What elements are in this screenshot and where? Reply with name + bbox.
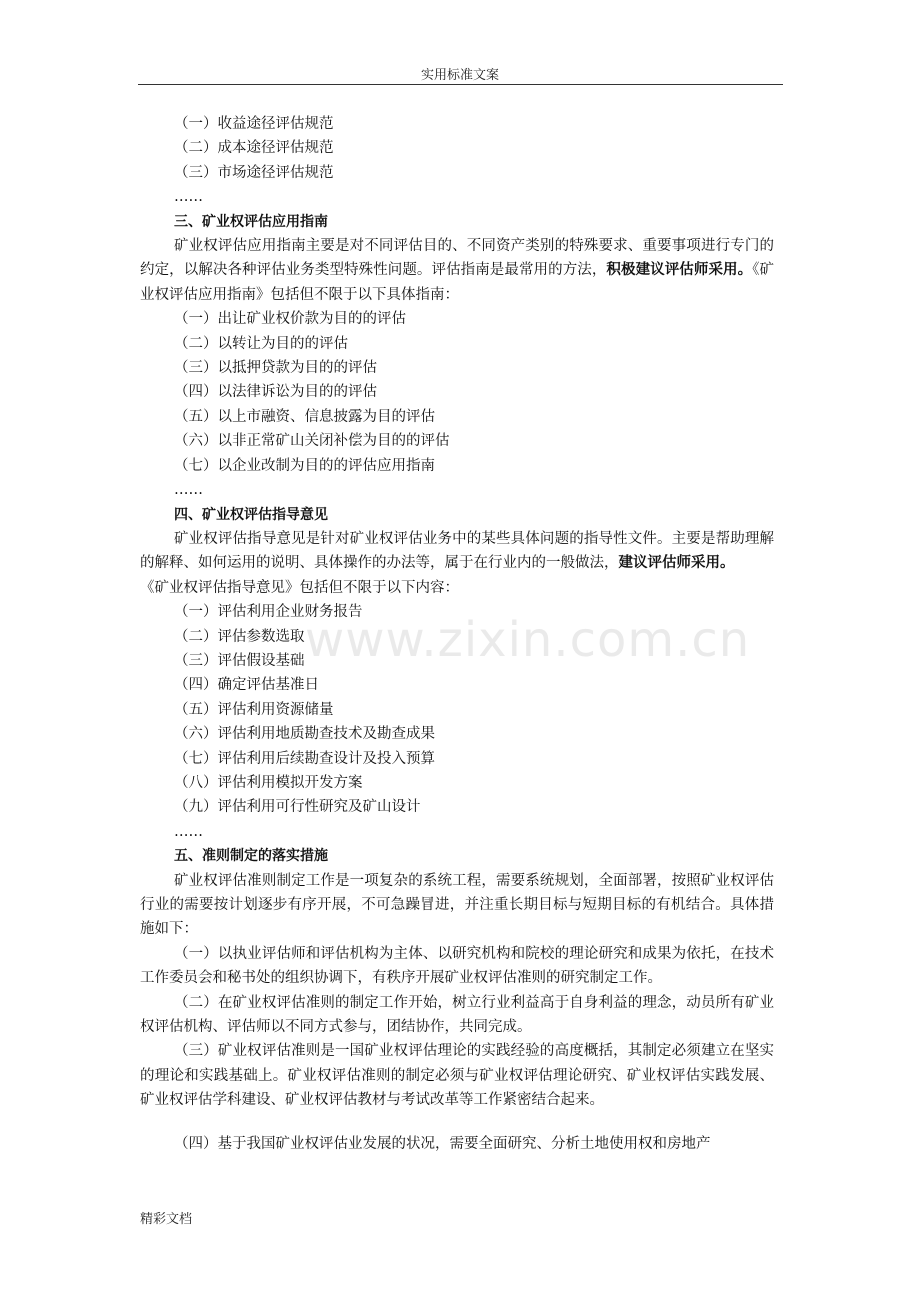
header-rule: [138, 84, 783, 85]
paragraph: [140, 234, 774, 307]
section-heading: 三、矿业权评估应用指南: [174, 213, 328, 230]
paragraph-text: 矿业权评估应用指南主要是对不同评估目的、不同资产类别的特殊要求、重要事项进行专门的约定，以解决各种评估业务类型特殊性问题。评估指南是最常用的方法，: [140, 238, 774, 279]
list-item: （六）评估利用地质勘查技术及勘查成果: [174, 726, 435, 743]
list-item: （四）确定评估基准日: [174, 677, 319, 694]
list-item: （五）评估利用资源储量: [174, 701, 334, 718]
paragraph: （三）矿业权评估准则是一国矿业权评估理论的实践经验的高度概括，其制定必须建立在坚实的理论和实践基础上。矿业权评估准则的制定必须与矿业权评估理论研究、矿业权评估实践发展、矿业权评估学科建设、矿业权评估教材与考试改革等工作紧密结合起来。: [140, 1043, 774, 1109]
ellipsis: ……: [174, 482, 203, 499]
list-item: （三）以抵押贷款为目的的评估: [174, 360, 377, 377]
paragraph-text: 矿业权评估指导意见是针对矿业权评估业务中的某些具体问题的指导性文件。主要是帮助理解的解释、如何运用的说明、具体操作的办法等，属于在行业内的一般做法，: [140, 530, 774, 572]
document-body: [140, 112, 774, 1156]
list-item: （二）以转让为目的的评估: [174, 335, 348, 352]
ellipsis: ……: [174, 189, 203, 206]
paragraph: [140, 527, 774, 576]
list-item: （二）评估参数选取: [174, 628, 305, 645]
page-footer: 精彩文档: [140, 1212, 193, 1227]
paragraph: 矿业权评估准则制定工作是一项复杂的系统工程，需要系统规划，全面部署，按照矿业权评估行业的需要按计划逐步有序开展，不可急躁冒进，并注重长期目标与短期目标的有机结合。具体措施如下：: [140, 872, 774, 938]
list-item: （一）出让矿业权价款为目的的评估: [174, 311, 406, 328]
paragraph: （四）基于我国矿业权评估业发展的状况，需要全面研究、分析土地使用权和房地产: [174, 1135, 711, 1152]
section-heading: 五、准则制定的落实措施: [174, 848, 328, 865]
paragraph: 《矿业权评估指导意见》包括但不限于以下内容：: [140, 579, 459, 596]
paragraph: （二）在矿业权评估准则的制定工作开始，树立行业利益高于自身利益的理念，动员所有矿业权评估机构、评估师以不同方式参与，团结协作，共同完成。: [140, 994, 774, 1036]
list-item: （四）以法律诉讼为目的的评估: [174, 384, 377, 401]
paragraph: （一）以执业评估师和评估机构为主体、以研究机构和院校的理论研究和成果为依托，在技术工作委员会和秘书处的组织协调下，有秩序开展矿业权评估准则的研究制定工作。: [140, 945, 774, 987]
emphasis-text: 积极建议评估师采用。: [606, 262, 753, 279]
watermark: www.zixin.com.cn: [305, 612, 751, 668]
list-item: （九）评估利用可行性研究及矿山设计: [174, 799, 421, 816]
list-item: （八）评估利用模拟开发方案: [174, 774, 363, 791]
list-item: （七）评估利用后续勘查设计及投入预算: [174, 750, 435, 767]
list-item: （一）收益途径评估规范: [174, 116, 334, 132]
list-item: （三）市场途径评估规范: [174, 164, 334, 181]
list-item: （六）以非正常矿山关闭补偿为目的的评估: [174, 433, 450, 450]
ellipsis: ……: [174, 823, 203, 840]
list-item: （三）评估假设基础: [174, 652, 305, 669]
spacer: [140, 1113, 774, 1132]
section-heading: 四、矿业权评估指导意见: [174, 506, 328, 523]
list-item: （一）评估利用企业财务报告: [174, 604, 363, 621]
page-header-title: 实用标准文案: [420, 68, 499, 83]
list-item: （七）以企业改制为目的的评估应用指南: [174, 457, 435, 474]
list-item: （五）以上市融资、信息披露为目的评估: [174, 408, 435, 425]
list-item: （二）成本途径评估规范: [174, 140, 334, 157]
paragraph-text: 《矿业权评估应用指南》包括但不限于以下具体指南：: [140, 262, 775, 303]
emphasis-text: 建议评估师采用。: [618, 555, 735, 572]
